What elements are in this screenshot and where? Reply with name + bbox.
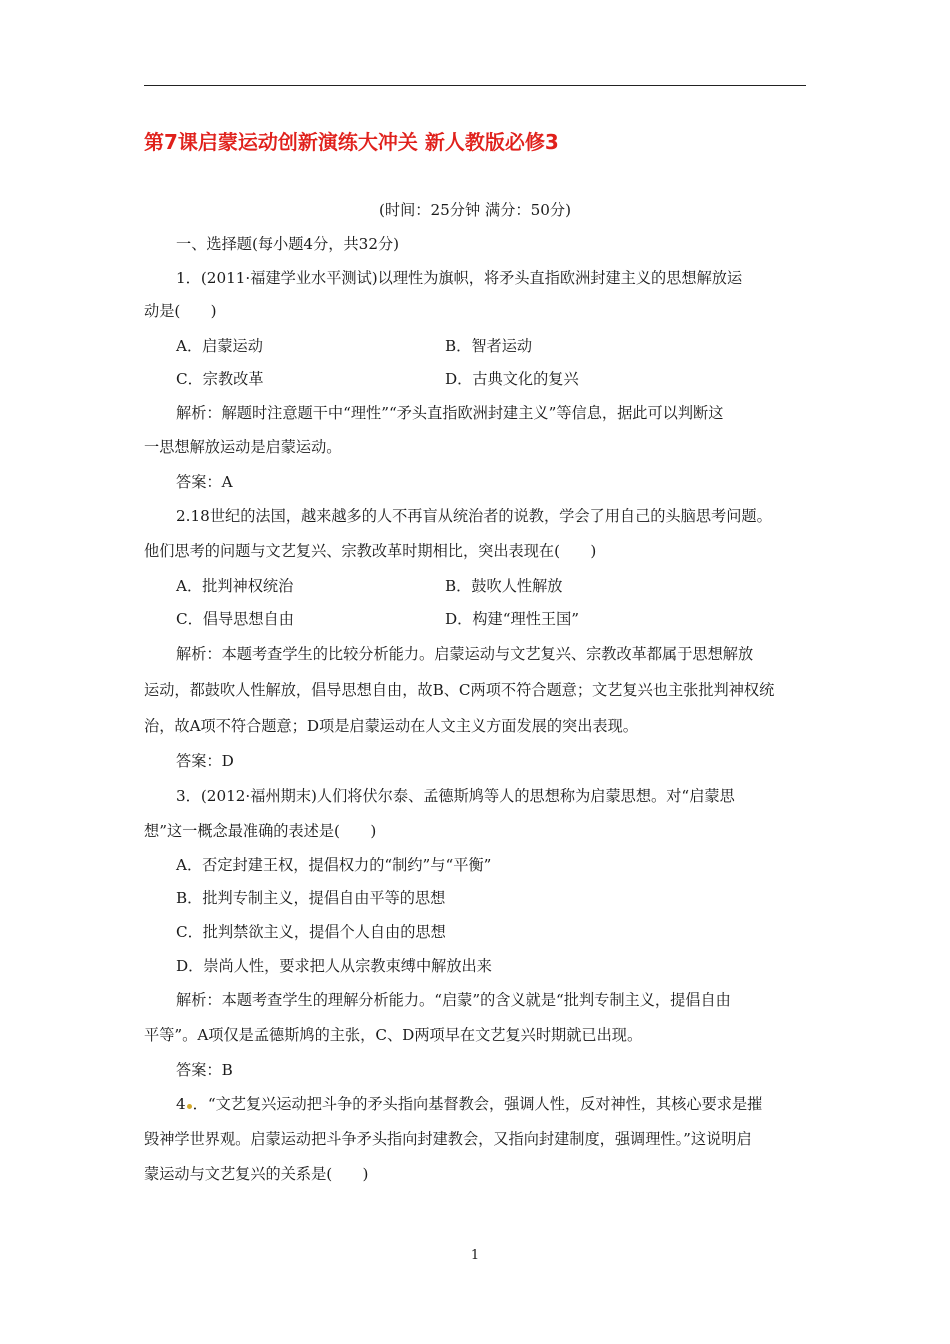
- q2-stem-line1: 2.18世纪的法国，越来越多的人不再盲从统治者的说教，学会了用自己的头脑思考问题。: [176, 507, 772, 525]
- q3-explanation-line2: 平等”。A项仅是孟德斯鸠的主张，C、D两项早在文艺复兴时期就已出现。: [144, 1026, 643, 1044]
- page-title: 第7课启蒙运动创新演练大冲关 新人教版必修3: [144, 130, 559, 154]
- q1-explanation-line2: 一思想解放运动是启蒙运动。: [144, 438, 342, 456]
- q1-option-d: D．古典文化的复兴: [445, 370, 579, 388]
- q3-option-a: A．否定封建王权，提倡权力的“制约”与“平衡”: [176, 856, 492, 874]
- q3-option-c: C．批判禁欲主义，提倡个人自由的思想: [176, 923, 446, 941]
- q1-option-a: A．启蒙运动: [176, 337, 263, 355]
- q3-stem-line2: 想”这一概念最准确的表述是( ): [144, 822, 377, 840]
- q1-option-b: B．智者运动: [445, 337, 533, 355]
- q1-stem-line2: 动是( ): [144, 302, 217, 320]
- section-heading: 一、选择题(每小题4分，共32分): [176, 235, 400, 253]
- header-rule: [144, 85, 806, 86]
- q2-explanation-line2: 运动，都鼓吹人性解放，倡导思想自由，故B、C两项不符合题意；文艺复兴也主张批判神权统: [144, 681, 775, 699]
- page-number: 1: [470, 1248, 480, 1263]
- q3-option-d: D．崇尚人性，要求把人从宗教束缚中解放出来: [176, 957, 492, 975]
- q1-explanation-line1: 解析：解题时注意题干中“理性”“矛头直指欧洲封建主义”等信息，据此可以判断这: [176, 404, 724, 422]
- q1-stem-line1: 1．(2011·福建学业水平测试)以理性为旗帜，将矛头直指欧洲封建主义的思想解放运: [176, 269, 743, 287]
- q3-answer: 答案：B: [176, 1061, 233, 1079]
- q2-option-b: B．鼓吹人性解放: [445, 577, 563, 595]
- q2-answer: 答案：D: [176, 752, 234, 770]
- q2-option-a: A．批判神权统治: [176, 577, 294, 595]
- q3-explanation-line1: 解析：本题考查学生的理解分析能力。“启蒙”的含义就是“批判专制主义，提倡自由: [176, 991, 731, 1009]
- q4-stem-line3: 蒙运动与文艺复兴的关系是( ): [144, 1165, 369, 1183]
- q2-option-d: D．构建“理性王国”: [445, 610, 580, 628]
- q3-option-b: B．批判专制主义，提倡自由平等的思想: [176, 889, 446, 907]
- q1-option-c: C．宗教改革: [176, 370, 264, 388]
- q4-stem-line2: 毁神学世界观。启蒙运动把斗争矛头指向封建教会，又指向封建制度，强调理性。”这说明启: [144, 1130, 752, 1148]
- q2-stem-line2: 他们思考的问题与文艺复兴、宗教改革时期相比，突出表现在( ): [144, 542, 597, 560]
- q2-explanation-line1: 解析：本题考查学生的比较分析能力。启蒙运动与文艺复兴、宗教改革都属于思想解放: [176, 645, 754, 663]
- q3-stem-line1: 3．(2012·福州期末)人们将伏尔泰、孟德斯鸠等人的思想称为启蒙思想。对“启蒙思: [176, 787, 735, 805]
- q4-stem-text: ．“文艺复兴运动把斗争的矛头指向基督教会，强调人性，反对神性，其核心要求是摧: [192, 1095, 763, 1113]
- q4-number: 4: [176, 1095, 186, 1113]
- q1-answer: 答案：A: [176, 473, 233, 491]
- annotation-mark: [187, 1104, 192, 1109]
- exam-meta: (时间：25分钟 满分：50分): [378, 201, 572, 219]
- q4-stem-line1: [176, 1094, 762, 1114]
- q2-explanation-line3: 治，故A项不符合题意；D项是启蒙运动在人文主义方面发展的突出表现。: [144, 717, 638, 735]
- q2-option-c: C．倡导思想自由: [176, 610, 294, 628]
